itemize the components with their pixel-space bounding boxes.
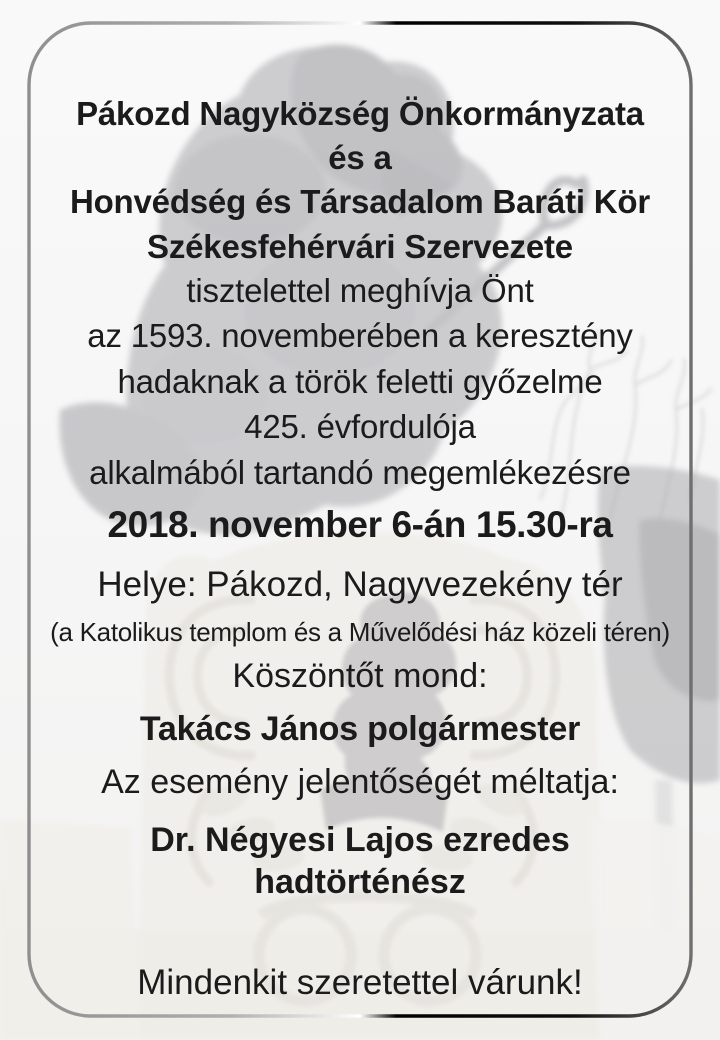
occasion-line-1: az 1593. novemberében a keresztény	[87, 317, 633, 355]
speaker-title: hadtörténész	[254, 863, 466, 902]
occasion-line-2: hadaknak a török feletti győzelme	[117, 362, 603, 400]
greeting-label: Köszöntőt mond:	[232, 657, 488, 696]
organizer-secondary-1: Honvédség és Társadalom Baráti Kör	[69, 183, 651, 221]
organizer-primary: Pákozd Nagyközség Önkormányzata	[76, 95, 644, 132]
organizer-secondary-2: Székesfehérvári Szervezete	[147, 227, 573, 265]
invitation-line: tisztelettel meghívja Önt	[186, 271, 534, 309]
occasion-line-3: 425. évfordulója	[244, 408, 476, 446]
conjunction: és a	[328, 139, 392, 177]
event-location: Helye: Pákozd, Nagyvezekény tér	[97, 565, 623, 605]
occasion-line-4: alkalmából tartandó megemlékezésre	[89, 453, 631, 491]
speaker-name: Dr. Négyesi Lajos ezredes	[150, 820, 570, 859]
location-note: (a Katolikus templom és a Művelődési ház közeli téren)	[50, 617, 670, 648]
greeter-name: Takács János polgármester	[139, 709, 581, 748]
speaker-label: Az esemény jelentőségét méltatja:	[101, 762, 619, 801]
event-datetime: 2018. november 6-án 15.30-ra	[107, 504, 613, 546]
closing-line: Mindenkit szeretettel várunk!	[137, 962, 583, 1002]
